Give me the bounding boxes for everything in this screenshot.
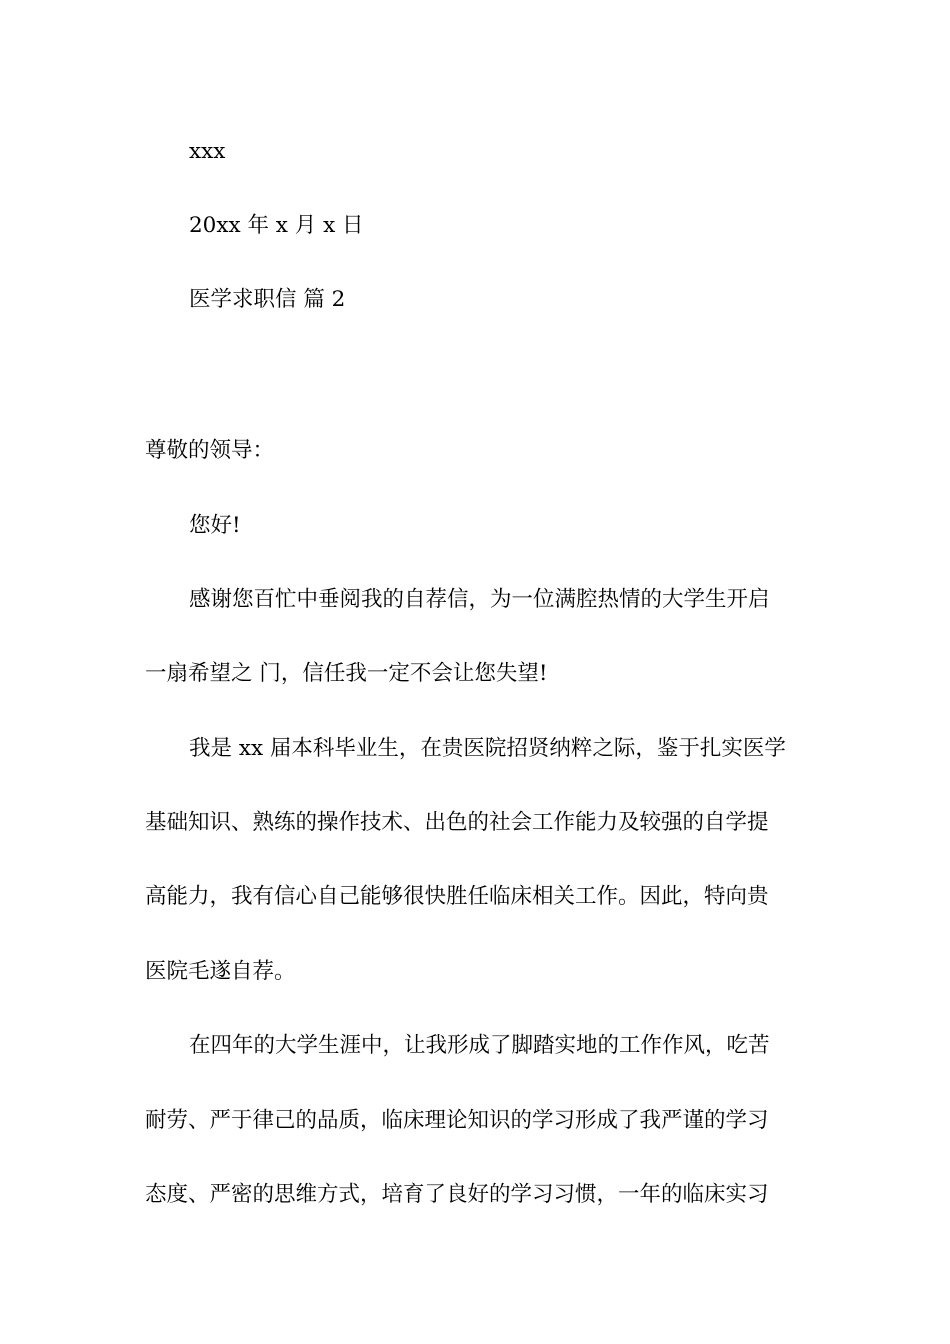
body-line: 基础知识、熟练的操作技术、出色的社会工作能力及较强的自学提	[145, 810, 769, 835]
body-line: 态度、严密的思维方式，培育了良好的学习习惯，一年的临床实习	[145, 1182, 769, 1207]
body-line: 在四年的大学生涯中，让我形成了脚踏实地的工作作风，吃苦	[189, 1033, 770, 1058]
greeting: 您好!	[189, 513, 241, 538]
salutation: 尊敬的领导：	[145, 438, 275, 463]
section-title: 医学求职信 篇 2	[189, 287, 346, 312]
body-line: 耐劳、严于律己的品质，临床理论知识的学习形成了我严谨的学习	[145, 1108, 769, 1133]
signature-name: xxx	[189, 139, 226, 164]
letter-date: 20xx 年 x 月 x 日	[189, 213, 364, 238]
body-line: 我是 xx 届本科毕业生，在贵医院招贤纳粹之际，鉴于扎实医学	[189, 736, 786, 761]
body-line: 感谢您百忙中垂阅我的自荐信，为一位满腔热情的大学生开启	[189, 587, 770, 612]
body-line: 高能力，我有信心自己能够很快胜任临床相关工作。因此，特向贵	[145, 884, 769, 909]
body-line: 医院毛遂自荐。	[145, 959, 296, 984]
body-line: 一扇希望之 门，信任我一定不会让您失望!	[145, 661, 548, 686]
